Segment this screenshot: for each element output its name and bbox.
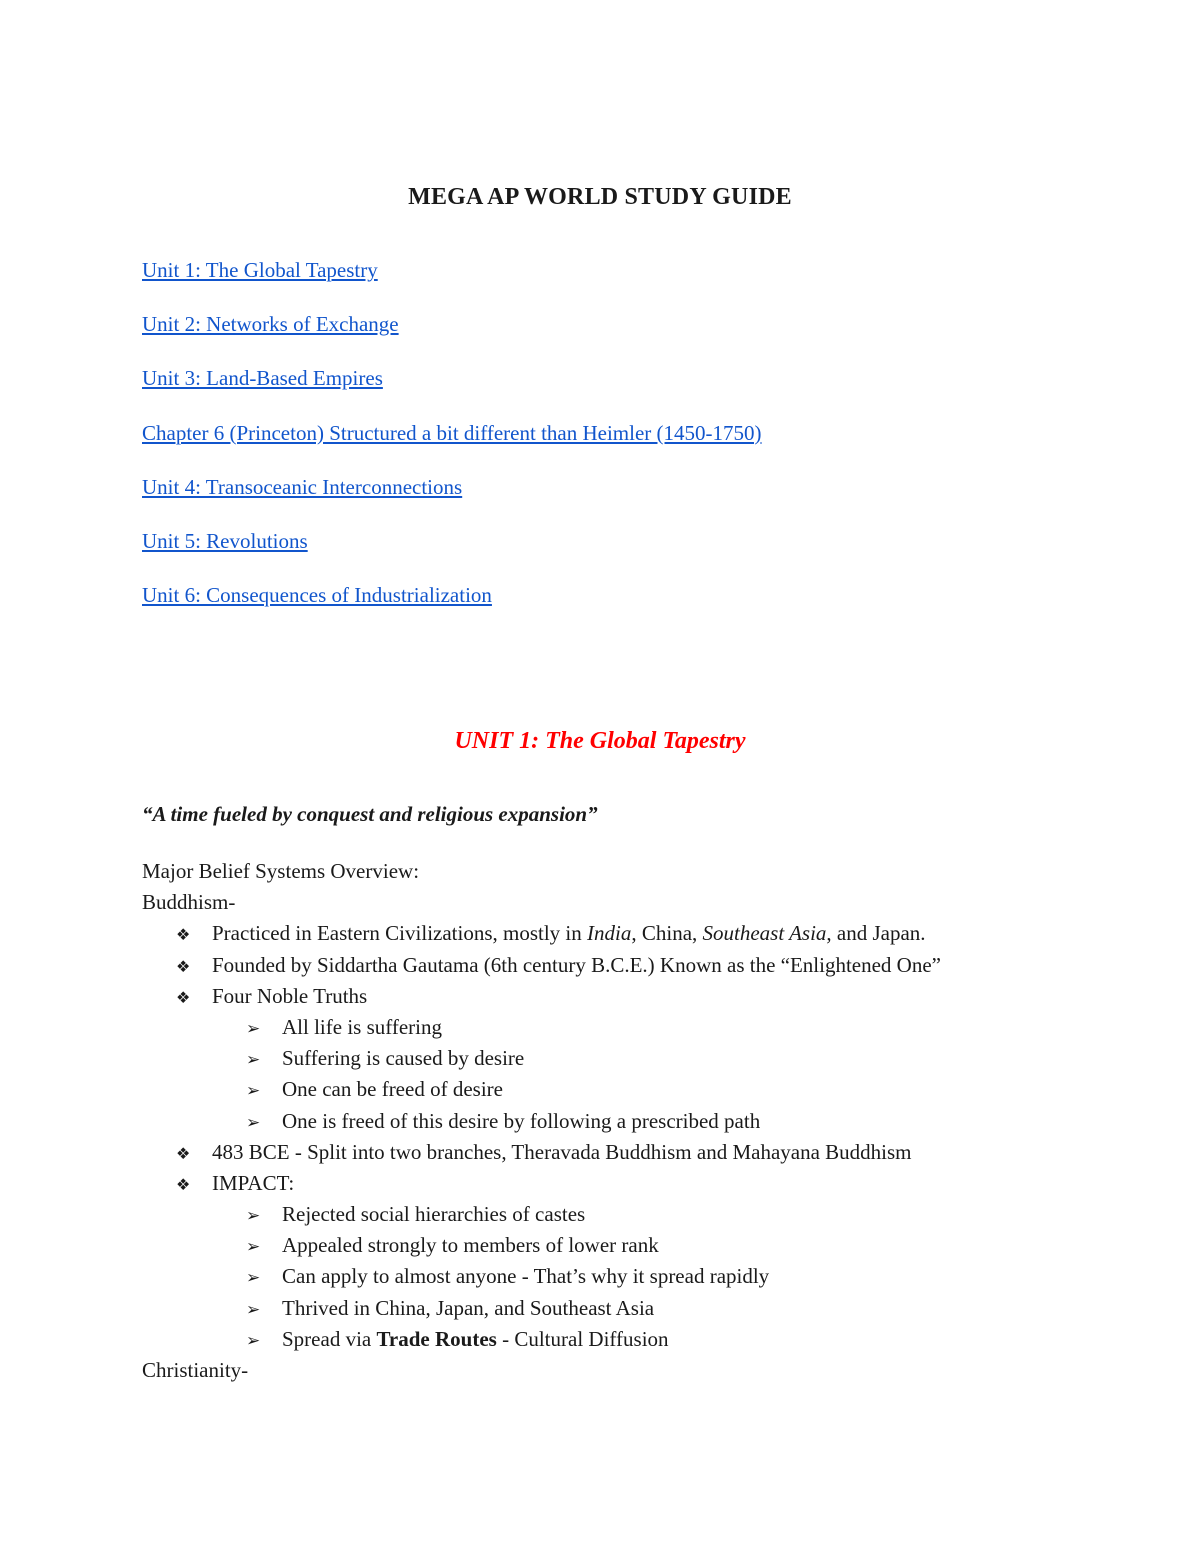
list-item: ❖ Four Noble Truths	[142, 981, 941, 1012]
sub-list-item: ➢ One is freed of this desire by following a prescribed path	[142, 1106, 941, 1137]
page-title: MEGA AP WORLD STUDY GUIDE	[408, 184, 792, 210]
toc-item	[142, 363, 762, 417]
diamond-bullet-icon: ❖	[176, 1174, 191, 1194]
unit-1-heading: UNIT 1: The Global Tapestry	[454, 728, 746, 754]
toc-link-chapter-6[interactable]: Chapter 6 (Princeton) Structured a bit different than Heimler (1450-1750)	[142, 420, 762, 445]
arrow-bullet-icon: ➢	[246, 1081, 261, 1102]
toc-link-unit-6[interactable]: Unit 6: Consequences of Industrialization	[142, 583, 492, 608]
toc-link-unit-1[interactable]: Unit 1: The Global Tapestry	[142, 258, 378, 282]
sub-list-item: ➢ Appealed strongly to members of lower rank	[142, 1230, 941, 1261]
arrow-bullet-icon: ➢	[246, 1237, 261, 1258]
toc-link-unit-5[interactable]: Unit 5: Revolutions	[142, 528, 308, 553]
diamond-bullet-icon: ❖	[176, 956, 191, 976]
unit-1-quote: “A time fueled by conquest and religious expansion”	[142, 802, 598, 826]
arrow-bullet-icon: ➢	[246, 1112, 261, 1133]
diamond-bullet-icon: ❖	[176, 987, 191, 1007]
toc-link-unit-4[interactable]: Unit 4: Transoceanic Interconnections	[142, 474, 463, 499]
arrow-bullet-icon: ➢	[246, 1299, 261, 1320]
toc-item	[142, 526, 762, 580]
diamond-bullet-icon: ❖	[176, 925, 191, 945]
arrow-bullet-icon: ➢	[246, 1268, 261, 1289]
list-item: ❖ IMPACT:	[142, 1168, 941, 1199]
toc-item	[142, 418, 762, 472]
toc-item	[142, 580, 762, 634]
toc-link-unit-3[interactable]: Unit 3: Land-Based Empires	[142, 366, 383, 391]
sub-list-item: ➢ Spread via Trade Routes - Cultural Diffusion	[142, 1324, 941, 1355]
toc-item	[142, 472, 762, 526]
sub-list-item: ➢ Thrived in China, Japan, and Southeast Asia	[142, 1293, 941, 1324]
sub-list-item: ➢ Suffering is caused by desire	[142, 1043, 941, 1074]
sub-list-item: ➢ Can apply to almost anyone - That’s why it spread rapidly	[142, 1261, 941, 1292]
overview-label: Major Belief Systems Overview:	[142, 859, 420, 883]
arrow-bullet-icon: ➢	[246, 1018, 261, 1039]
buddhism-label: Buddhism-	[142, 890, 236, 915]
table-of-contents	[142, 255, 762, 634]
unit-1-body	[142, 856, 941, 1386]
list-item: ❖ 483 BCE - Split into two branches, Theravada Buddhism and Mahayana Buddhism	[142, 1137, 941, 1168]
toc-item	[142, 309, 762, 363]
toc-link-unit-2[interactable]: Unit 2: Networks of Exchange	[142, 312, 399, 337]
sub-list-item: ➢ One can be freed of desire	[142, 1074, 941, 1105]
sub-list-item: ➢ Rejected social hierarchies of castes	[142, 1199, 941, 1230]
christianity-label: Christianity-	[142, 1358, 249, 1382]
toc-item	[142, 255, 762, 309]
diamond-bullet-icon: ❖	[176, 1143, 191, 1163]
arrow-bullet-icon: ➢	[246, 1330, 261, 1351]
list-item: ❖ Practiced in Eastern Civilizations, mostly in India, China, Southeast Asia, and Japan.	[142, 918, 941, 949]
list-item: ❖ Founded by Siddartha Gautama (6th century B.C.E.) Known as the “Enlightened One”	[142, 950, 941, 981]
arrow-bullet-icon: ➢	[246, 1206, 261, 1227]
arrow-bullet-icon: ➢	[246, 1050, 261, 1071]
sub-list-item: ➢ All life is suffering	[142, 1012, 941, 1043]
